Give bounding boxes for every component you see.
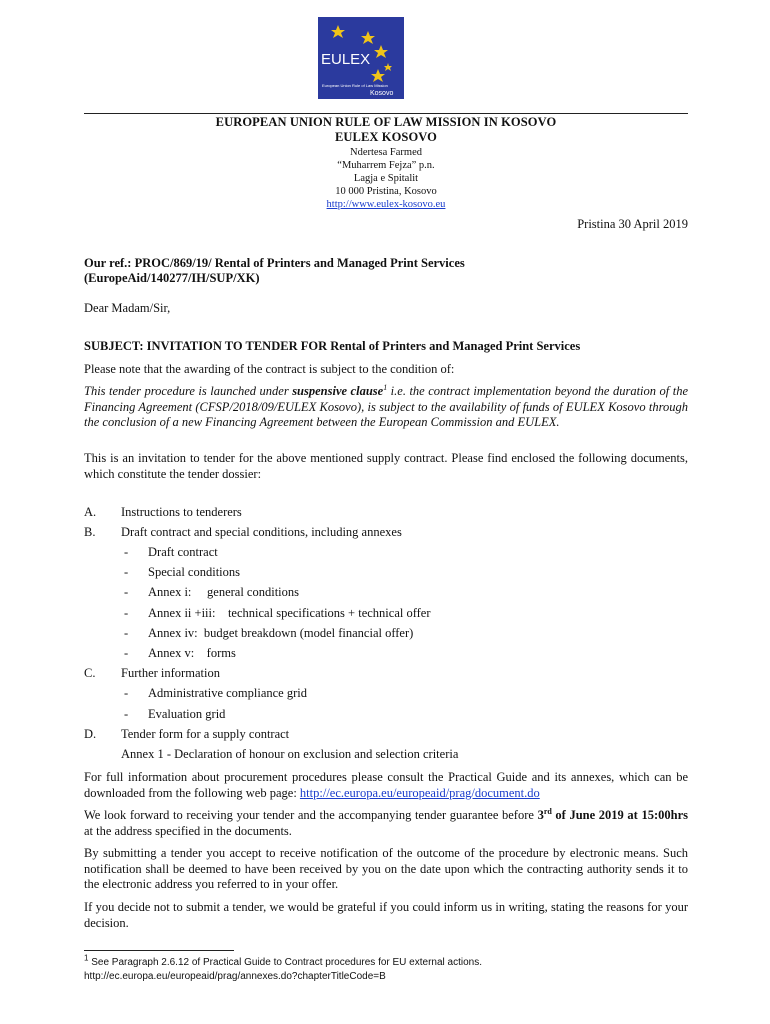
sub-item: Annex v: forms <box>148 646 236 660</box>
header-title-1: EUROPEAN UNION RULE OF LAW MISSION IN KOSOVO <box>215 115 557 129</box>
list-item-a: Instructions to tenderers <box>121 505 242 519</box>
reference-line-2: (EuropeAid/140277/IH/SUP/XK) <box>84 271 260 285</box>
dash: - <box>124 585 129 599</box>
sub-item: Evaluation grid <box>148 707 226 721</box>
sub-item: Annex ii +iii: technical specifications + technical offer <box>148 606 431 620</box>
footnote-ref: 1 <box>383 382 388 392</box>
intro-paragraph: Please note that the awarding of the contract is subject to the condition of: <box>84 362 455 376</box>
deadline-day-suffix: rd <box>543 806 552 816</box>
deadline-text-after: at the address specified in the documents. <box>84 823 292 838</box>
footnote-line-1 <box>84 953 482 970</box>
list-item-c: Further information <box>121 666 220 680</box>
dash: - <box>124 626 129 640</box>
logo-country: Kosovo <box>370 90 394 97</box>
clause-bold: suspensive clause <box>292 384 384 398</box>
subject-line: SUBJECT: INVITATION TO TENDER FOR Rental of Printers and Managed Print Services <box>84 339 581 353</box>
sub-item: Special conditions <box>148 565 240 579</box>
header-rule <box>84 113 688 114</box>
clause-text-after: i.e. the contract implementation beyond the duration of the Financing Agreement (CFSP/2018/09/EULEX Kosovo), is subject to the availability of funds of EULEX Kosovo through the conclusion of a new Financing Agreement between the European Commission and EULEX. <box>84 384 688 429</box>
salutation: Dear Madam/Sir, <box>84 301 171 315</box>
footnote-rule <box>84 950 234 951</box>
eulex-logo-graphic <box>318 17 404 99</box>
logo-tagline: European Union Rule of Law Mission <box>322 83 388 88</box>
list-letter-c: C. <box>84 666 96 680</box>
full-info-paragraph <box>84 770 688 801</box>
footnote-text: See Paragraph 2.6.12 of Practical Guide to Contract procedures for EU external actions. <box>88 957 482 968</box>
deadline-day: 3 <box>537 808 544 822</box>
sub-item: Annex iv: budget breakdown (model financial offer) <box>148 626 414 640</box>
address-line-1: Ndertesa Farmed <box>349 147 422 158</box>
clause-text-before: This tender procedure is launched under <box>84 384 293 398</box>
dash: - <box>124 686 129 700</box>
list-letter-b: B. <box>84 525 96 539</box>
dash: - <box>124 606 129 620</box>
list-letter-a: A. <box>84 505 97 519</box>
dash: - <box>124 565 129 579</box>
letter-date: Pristina 30 April 2019 <box>577 217 688 231</box>
dash: - <box>124 646 129 660</box>
sub-item: Draft contract <box>148 545 218 559</box>
list-item-d: Tender form for a supply contract <box>121 727 290 741</box>
decline-paragraph: If you decide not to submit a tender, we would be grateful if you could inform us in writing, stating the reasons for your decision. <box>84 900 688 930</box>
eulex-logo <box>318 17 404 99</box>
deadline-text: We look forward to receiving your tender and the accompanying tender guarantee before <box>84 808 538 822</box>
website-link[interactable]: http://www.eulex-kosovo.eu <box>326 199 446 210</box>
notification-paragraph: By submitting a tender you accept to receive notification of the outcome of the procedure by electronic means. Such notification shall be deemed to have been received by you on the date upon which the contracting authority sends it to the electronic address you referred to in your offer. <box>84 846 688 891</box>
deadline-paragraph <box>84 808 688 839</box>
sub-item: Administrative compliance grid <box>148 686 307 700</box>
reference-line-1: Our ref.: PROC/869/19/ Rental of Printers and Managed Print Services <box>84 256 465 270</box>
list-item-b: Draft contract and special conditions, including annexes <box>121 525 402 539</box>
list-letter-d: D. <box>84 727 97 741</box>
sub-item: Annex i: general conditions <box>148 585 300 599</box>
header-title-2: EULEX KOSOVO <box>334 130 437 144</box>
list-item-d-annex: Annex 1 - Declaration of honour on exclusion and selection criteria <box>121 747 459 761</box>
dash: - <box>124 545 129 559</box>
address-line-3: Lagja e Spitalit <box>353 173 419 184</box>
address-line-4: 10 000 Pristina, Kosovo <box>335 186 437 197</box>
dash: - <box>124 707 129 721</box>
full-info-text: For full information about procurement procedures please consult the Practical Guide and its annexes, which can be downloaded from the following web page: <box>84 770 688 800</box>
deadline-date: of June 2019 at 15:00hrs <box>551 808 688 822</box>
invitation-paragraph: This is an invitation to tender for the above mentioned supply contract. Please find enclosed the following documents, which constitute the tender dossier: <box>84 451 688 481</box>
footnote-line-2: http://ec.europa.eu/europeaid/prag/annexes.do?chapterTitleCode=B <box>84 971 386 982</box>
footnote-number: 1 <box>84 953 89 963</box>
logo-word: EULEX <box>321 51 371 68</box>
prag-link[interactable]: http://ec.europa.eu/europeaid/prag/document.do <box>299 785 540 800</box>
address-line-2: “Muharrem Fejza” p.n. <box>337 160 435 171</box>
suspensive-clause-paragraph <box>84 384 688 431</box>
